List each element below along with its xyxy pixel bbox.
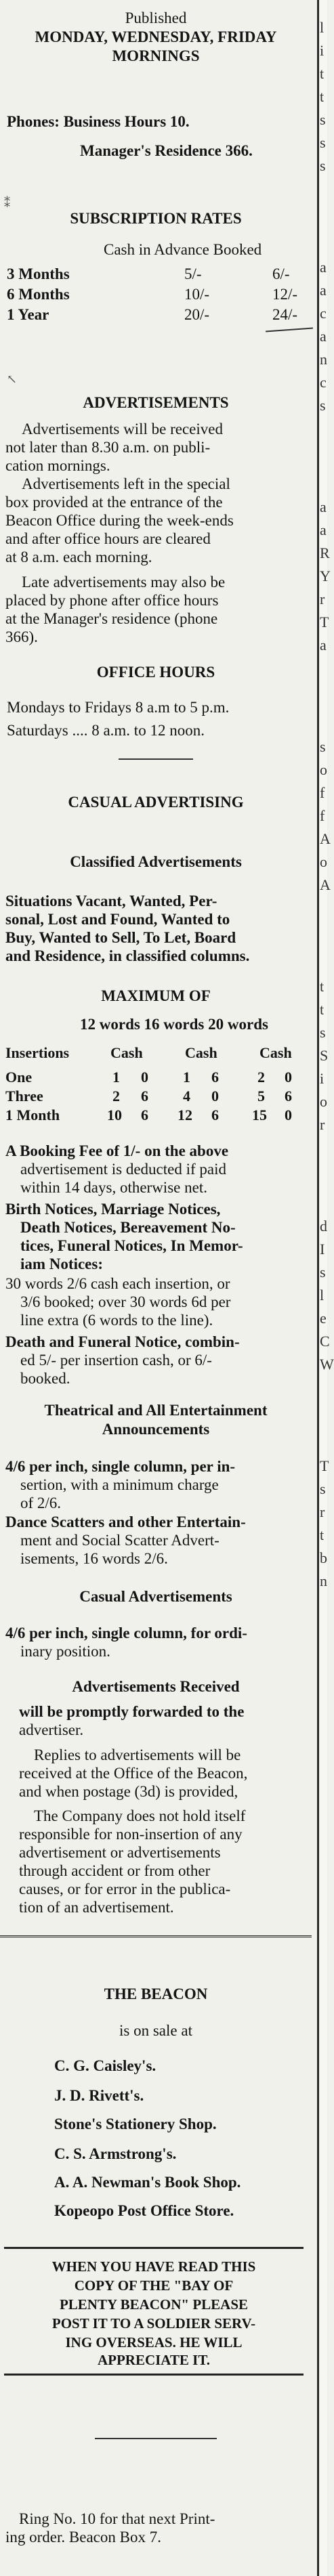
gutter-letter: s (320, 111, 326, 128)
beacon-subtitle: is on sale at (119, 2022, 192, 2039)
phone-manager: Manager's Residence 366. (80, 142, 253, 159)
received-p3: The Company does not hold itself responsible for non-insertion of any advertisement or advertisements through accident or from other causes, or for error in the publica- tion of an advertisement. (19, 1807, 246, 1916)
advertisements-para-deadline: Advertisements will be received not later than 8.30 a.m. on publi- cation mornings. (5, 421, 223, 474)
gutter-letter: o (320, 853, 327, 870)
gutter-letter: f (320, 784, 325, 801)
store-item: C. G. Caisley's. (54, 2057, 156, 2074)
maximum-title: MAXIMUM OF (101, 987, 211, 1004)
gutter-letter: s (320, 1480, 326, 1497)
gutter-letter: s (320, 397, 326, 414)
advertisements-para-box: Advertisements left in the special box provided at the entrance of the Beacon Office during the week-ends and after office hours are cleared at 8 a.m. each morning. (5, 475, 234, 565)
casual-ads-title: Casual Advertisements (79, 1588, 232, 1605)
gutter-letter: e (320, 1310, 327, 1327)
booking-fee-note: A Booking Fee of 1/- on the above advertisement is deducted if paid within 14 days, otherwise net. (5, 1142, 229, 1196)
gutter-letter: d (320, 1218, 327, 1235)
publish-days: MONDAY, WEDNESDAY, FRIDAY (35, 28, 277, 45)
divider (95, 2438, 217, 2439)
gutter-letter: c (320, 374, 327, 391)
gutter-letter: C (320, 1333, 330, 1350)
gutter-letter: Y (320, 567, 331, 584)
underline-mark (266, 328, 313, 332)
gutter-letter: T (320, 614, 329, 630)
advertisements-title: ADVERTISEMENTS (83, 394, 229, 411)
office-hours-saturdays: Saturdays .... 8 a.m. to 12 noon. (7, 722, 205, 739)
gutter-letter: a (320, 637, 327, 653)
gutter-letter: s (320, 134, 326, 151)
soldier-notice-box: WHEN YOU HAVE READ THIS COPY OF THE "BAY OF PLENTY BEACON" PLEASE POST IT TO A SOLDIER SERV- ING OVERSEAS. HE WILL APPRECIATE IT. (4, 2247, 304, 2376)
beacon-title: THE BEACON (104, 1985, 208, 2002)
death-funeral-notice: Death and Funeral Notice, combin- ed 5/- per insertion cash, or 6/- booked. (5, 1333, 240, 1387)
gutter-letter: s (320, 1024, 326, 1041)
divider (119, 758, 193, 760)
gutter-letter: c (320, 305, 327, 322)
classified-title: Classified Advertisements (70, 853, 242, 870)
gutter-letter: t (320, 1001, 325, 1018)
gutter-letter: a (320, 328, 327, 345)
newspaper-column: Published MONDAY, WEDNESDAY, FRIDAY MORNINGS Phones: Business Hours 10. Manager's Residence 366. ⁑ SUBSCRIPTION RATES Cash in Advance Booked 3 Months 5/- 6/- 6 Months 10/- 12/- 1 Year 20/- 24/- ↖ ADVERTISEMENTS Advertisements will be received not later than 8.30 a.m. on publi- cation mornings. Advertisements left in the special box provided at the entrance of the Beacon Office during the week-ends and after office hours are cleared at 8 a.m. each morning. Late advertisements may also be placed by phone after office hours at the Manager's residence (phone 366). OFFICE HOURS Mondays to Fridays 8 a.m to 5 p.m. Saturdays .... 8 a.m. to 12 noon. CASUAL ADVERTISING Classified Advertisements Situations Vacant, Wanted, Per- sonal, Lost and Found, Wanted to Buy, Wanted to Sell, To Let, Board and Residence, in classified columns. MAXIMUM OF 12 words 16 words 20 words Insertions Cash Cash Cash One 1 0 1 6 2 0 Three 2 6 4 0 5 6 1 Month 10 6 12 6 15 0 A Booking Fee of 1/- on the above advertisement is deducted if paid within 14 days, otherwise net. Birth Notices, Marriage Notices, Death Notices, Bereavement No- tices, Funeral Notices, In Memor- iam Notices: 30 words 2/6 cash each insertion, or 3/6 booked; over 30 words 6d per line extra (6 words to the line). Death and Funeral Notice, combin- ed 5/- per insertion cash, or 6/- booked. Theatrical and All Entertainment Announcements 4/6 per inch, single column, per in- sertion, with a minimum charge of 2/6. Dance Scatters and other Entertain- ment and Social Scatter Advert- isements, 16 words 2/6. Casual Advertisements 4/6 per inch, single column, for ordi- inary position. Advertisements Received will be promptly forwarded to the advertiser. Replies to advertisements will be received at the Office of the Beacon, and when postage (3d) is provided, The Company does not hold itself responsible for non-insertion of any advertisement or advertisements through accident or from other causes, or for error in the publica- tion of an advertisement. THE BEACON is on sale at C. G. Caisley's. J. D. Rivett's. Stone's Stationery Shop. C. S. Armstrong's. A. A. Newman's Book Shop. Kopeopo Post Office Store. WHEN YOU HAVE READ THIS COPY OF THE "BAY OF PLENTY BEACON" PLEASE POST IT TO A SOLDIER SERV- ING OVERSEAS. HE WILL APPRECIATE IT. Ring No. 10 for that next Print- ing order. Beacon Box 7. (0, 0, 312, 2576)
gutter-letter: a (320, 259, 327, 276)
gutter-letter: i (320, 42, 325, 59)
gutter-letter: A (320, 830, 331, 847)
maximum-word-header: 12 words 16 words 20 words (80, 1016, 268, 1033)
store-item: Kopeopo Post Office Store. (54, 2202, 234, 2219)
gutter-letter: a (320, 498, 327, 515)
gutter-letter: r (320, 1503, 325, 1520)
gutter-letter: s (320, 1264, 326, 1281)
gutter-letter: s (320, 738, 326, 755)
gutter-letter: A (320, 876, 331, 893)
received-title: Advertisements Received (72, 1678, 240, 1695)
gutter-letter: S (320, 1047, 329, 1064)
office-hours-weekdays: Mondays to Fridays 8 a.m to 5 p.m. (7, 699, 230, 716)
received-p2: Replies to advertisements will be received at the Office of the Beacon, and when postage (3d) is provided, (19, 1746, 248, 1800)
store-item: C. S. Armstrong's. (54, 2145, 177, 2162)
gutter-letter: W (320, 1356, 334, 1373)
phone-business: Phones: Business Hours 10. (7, 113, 190, 130)
gutter-letter: r (320, 1116, 325, 1133)
section-divider (0, 1935, 312, 1942)
dance-scatters: Dance Scatters and other Entertain- ment and Social Scatter Advert- isements, 16 words 2/6. (5, 1514, 246, 1567)
theatrical-rate: 4/6 per inch, single column, per in- sertion, with a minimum charge of 2/6. (5, 1458, 236, 1511)
adjacent-column-fragment (319, 0, 334, 2576)
gutter-letter: l (320, 1287, 325, 1304)
store-item: Stone's Stationery Shop. (54, 2116, 217, 2132)
casual-ads-rate: 4/6 per inch, single column, for ordi- inary position. (5, 1625, 247, 1660)
theatrical-title: Theatrical and All Entertainment (44, 1402, 268, 1419)
gutter-letter: i (320, 1070, 325, 1087)
published-label: Published (125, 9, 187, 26)
gutter-letter: t (320, 65, 325, 82)
store-item: A. A. Newman's Book Shop. (54, 2174, 241, 2191)
gutter-letter: I (320, 1241, 325, 1258)
gutter-letter: n (320, 351, 327, 368)
advertisements-para-late: Late advertisements may also be placed by phone after office hours at the Manager's residence (phone 366). (5, 574, 226, 645)
gutter-letter: f (320, 807, 325, 824)
gutter-letter: T (320, 1457, 329, 1474)
gutter-letter: b (320, 1549, 327, 1566)
ornament-icon: ⁑ (4, 196, 10, 210)
office-hours-title: OFFICE HOURS (96, 664, 215, 681)
gutter-letter: s (320, 157, 326, 174)
gutter-letter: R (320, 544, 330, 561)
gutter-letter: r (320, 591, 325, 607)
gutter-letter: t (320, 978, 325, 995)
theatrical-subtitle: Announcements (102, 1421, 210, 1438)
gutter-letter: t (320, 1526, 325, 1543)
gutter-letter: o (320, 761, 327, 778)
received-p1: will be promptly forwarded to the advertiser. (19, 1703, 245, 1738)
classified-text: Situations Vacant, Wanted, Per- sonal, Lost and Found, Wanted to Buy, Wanted to Sell, To Let, Board and Residence, in classified columns. (5, 893, 250, 964)
word-rates: 30 words 2/6 cash each insertion, or 3/6 booked; over 30 words 6d per line extra (6 words to the line). (5, 1275, 231, 1329)
publish-time: MORNINGS (112, 47, 200, 64)
store-item: J. D. Rivett's. (54, 2087, 144, 2104)
gutter-letter: o (320, 1093, 327, 1110)
casual-advertising-title: CASUAL ADVERTISING (68, 794, 244, 811)
ring-notice: Ring No. 10 for that next Print- ing order. Beacon Box 7. (5, 2510, 215, 2546)
subscription-title: SUBSCRIPTION RATES (70, 210, 242, 227)
birth-notices: Birth Notices, Marriage Notices, Death Notices, Bereavement No- tices, Funeral Notices, In Memor- iam Notices: (5, 1201, 243, 1272)
ornament-icon: ↖ (7, 372, 18, 386)
gutter-letter: a (320, 282, 327, 299)
gutter-letter: a (320, 521, 327, 538)
gutter-letter: l (320, 19, 325, 36)
gutter-letter: n (320, 1572, 327, 1589)
gutter-letter: t (320, 88, 325, 105)
subscription-header: Cash in Advance Booked (104, 241, 262, 258)
